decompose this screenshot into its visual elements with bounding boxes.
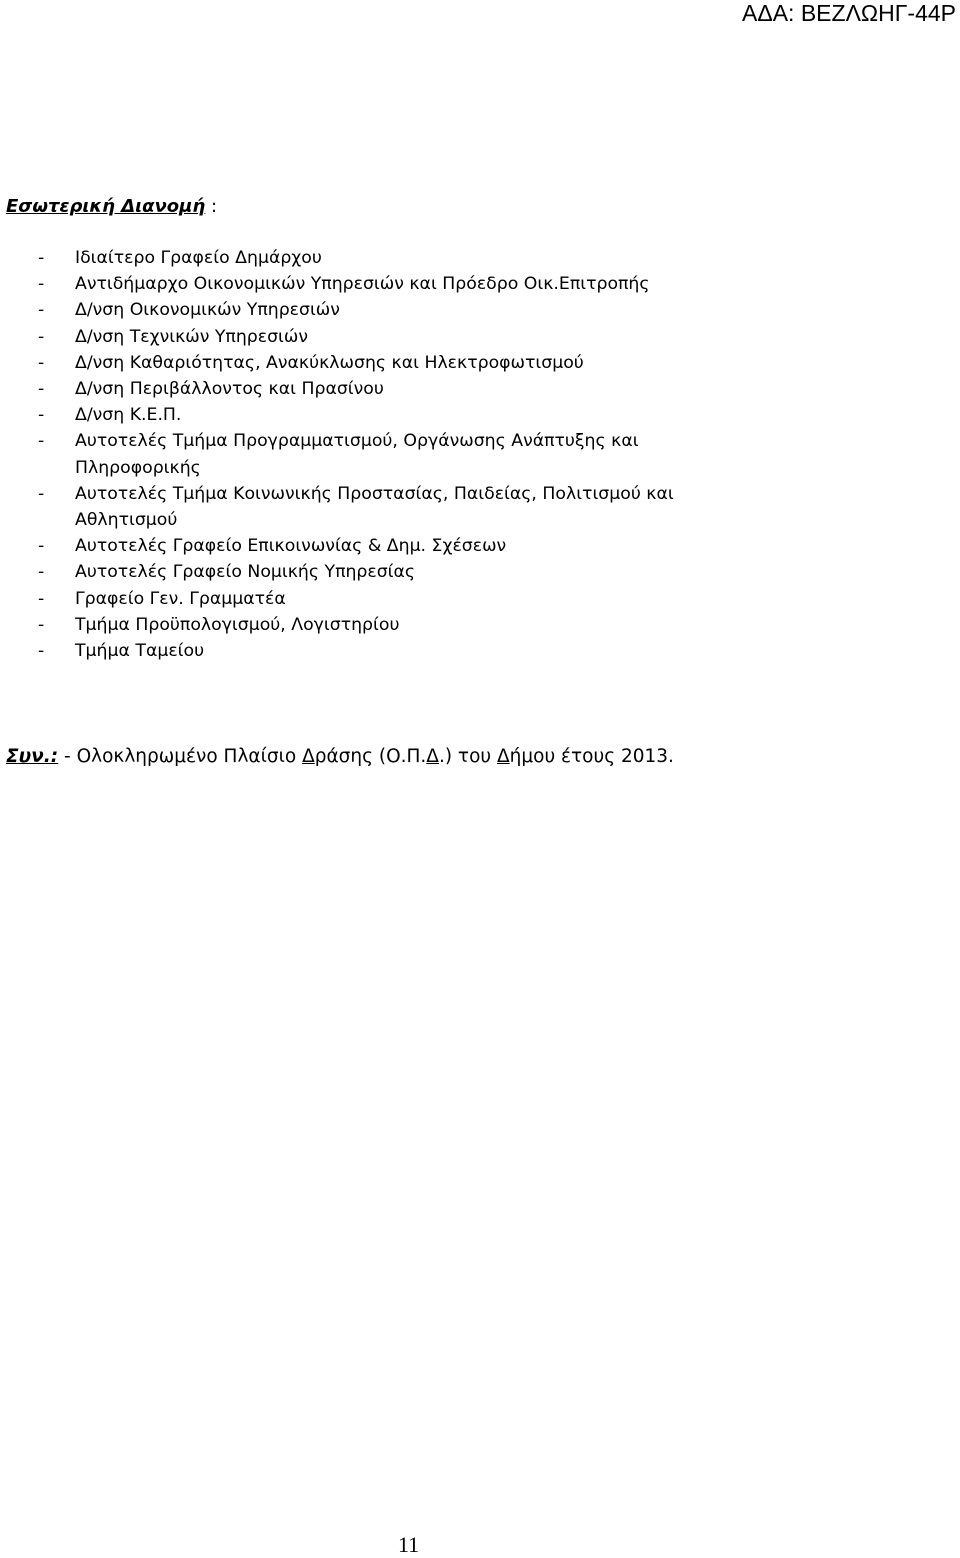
list-item <box>0 559 940 585</box>
list-item-text: Δ/νση Καθαριότητας, Ανακύκλωσης και Ηλεκτροφωτισμού <box>75 352 584 373</box>
list-item-dash: - <box>38 300 45 321</box>
list-item-dash: - <box>38 352 45 373</box>
list-item-text: Τμήμα Ταμείου <box>75 641 205 662</box>
enclosure-line <box>6 744 674 770</box>
list-item-dash: - <box>38 405 45 426</box>
list-item-dash: - <box>38 536 45 557</box>
list-item <box>0 402 940 428</box>
enclosure-text-1: - Ολοκληρωμένο Πλαίσιο <box>58 746 303 767</box>
list-item <box>0 638 940 664</box>
list-item-text: Δ/νση Περιβάλλοντος και Πρασίνου <box>75 379 384 400</box>
list-item <box>0 350 940 376</box>
list-item-dash: - <box>38 641 45 662</box>
list-item-text: Γραφείο Γεν. Γραμματέα <box>75 588 286 609</box>
list-item-dash: - <box>38 379 45 400</box>
enclosure-text-u3: Δ <box>496 746 510 767</box>
ada-code: ΑΔΑ: ΒΕΖΛΩΗΓ-44Ρ <box>742 0 956 26</box>
list-item <box>0 297 940 323</box>
enclosure-text-u1: Δ <box>302 746 315 767</box>
enclosure-text-2: ράσης (Ο.Π. <box>314 746 427 767</box>
list-item-dash: - <box>38 614 45 635</box>
list-item-text: Αντιδήμαρχο Οικονομικών Υπηρεσιών και Πρόεδρο Οικ.Επιτροπής <box>75 274 650 295</box>
list-item-dash: - <box>38 562 45 583</box>
list-item <box>0 533 940 559</box>
list-item-dash: - <box>38 274 45 295</box>
list-item <box>0 324 940 350</box>
list-item <box>0 271 940 297</box>
list-item-text: Δ/νση Οικονομικών Υπηρεσιών <box>75 300 340 321</box>
list-item-dash: - <box>38 431 45 452</box>
distribution-list <box>0 245 940 664</box>
page-number: 11 <box>398 1532 420 1557</box>
enclosure-text-4: ήμου έτους 2013. <box>509 746 674 767</box>
list-item-text: Δ/νση Τεχνικών Υπηρεσιών <box>75 326 309 347</box>
list-item-text: Αυτοτελές Γραφείο Επικοινωνίας & Δημ. Σχέσεων <box>75 536 507 557</box>
list-item-dash: - <box>38 326 45 347</box>
list-item-text: Αυτοτελές Τμήμα Κοινωνικής Προστασίας, Παιδείας, Πολιτισμού και Αθλητισμού <box>75 483 674 531</box>
list-item <box>0 428 940 480</box>
enclosure-text-3: .) του <box>438 746 497 767</box>
heading-title: Εσωτερική Διανομή <box>6 196 206 217</box>
list-item <box>0 612 940 638</box>
list-item-text: Τμήμα Προϋπολογισμού, Λογιστηρίου <box>75 614 400 635</box>
enclosure-text-u2: Δ <box>426 746 439 767</box>
list-item-dash: - <box>38 483 45 504</box>
list-item <box>0 481 940 533</box>
heading-colon: : <box>205 196 218 217</box>
list-item-text: Αυτοτελές Τμήμα Προγραμματισμού, Οργάνωσης Ανάπτυξης και Πληροφορικής <box>75 431 639 478</box>
enclosure-label: Συν.: <box>6 746 59 767</box>
list-item-text: Δ/νση Κ.Ε.Π. <box>75 405 182 426</box>
list-item-dash: - <box>38 588 45 609</box>
internal-distribution-heading <box>6 196 217 218</box>
list-item-text: Ιδιαίτερο Γραφείο Δημάρχου <box>75 248 322 268</box>
list-item <box>0 376 940 402</box>
list-item-text: Αυτοτελές Γραφείο Νομικής Υπηρεσίας <box>75 562 416 583</box>
list-item <box>0 245 940 271</box>
list-item <box>0 586 940 612</box>
list-item-dash: - <box>38 248 45 268</box>
